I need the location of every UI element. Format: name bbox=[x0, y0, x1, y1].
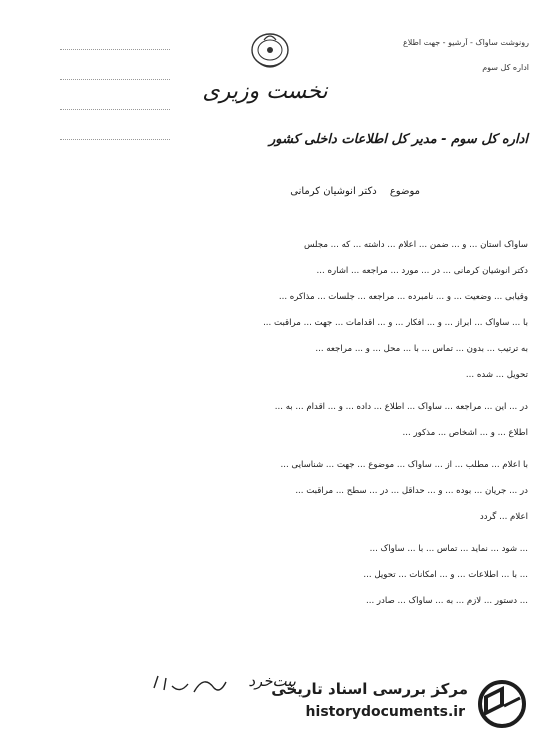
letter-body bbox=[18, 232, 528, 614]
routing-notes bbox=[339, 38, 529, 120]
letterhead-title: نخست وزیری bbox=[202, 79, 328, 104]
body-line: ... با ... اطلاعات ... و ... امکانات ... تحویل ... bbox=[363, 570, 528, 580]
reference-field bbox=[60, 70, 170, 80]
body-line: اطلاع ... و ... اشخاص ... مذکور ... bbox=[402, 428, 528, 438]
subject-value: دکتر انوشیان کرمانی bbox=[290, 186, 377, 197]
subject-line bbox=[200, 186, 420, 197]
reference-field bbox=[60, 100, 170, 110]
body-line: اعلام ... گردد bbox=[479, 512, 528, 522]
body-line: ... دستور ... لازم ... به ... ساواک ... صادر ... bbox=[365, 596, 528, 606]
body-line: تحویل ... شده ... bbox=[465, 370, 528, 380]
signature: بیت‌خرد bbox=[248, 672, 296, 690]
reference-field bbox=[60, 40, 170, 50]
body-line: در ... این ... مراجعه ... ساواک ... اطلاع ... داده ... و ... اقدام ... به ... bbox=[274, 402, 528, 412]
archive-logo-icon bbox=[470, 678, 530, 730]
body-line: با اعلام ... مطلب ... از ... ساواک ... موضوع ... جهت ... شناسایی ... bbox=[280, 460, 528, 470]
body-line: به ترتیب ... بدون ... تماس ... با ... محل ... و ... مراجعه ... bbox=[315, 344, 528, 354]
subject-label: موضوع bbox=[389, 186, 420, 197]
routing-note: اداره کل سوم bbox=[482, 63, 529, 72]
body-line: ساواک استان ... و ... ضمن ... اعلام ... داشته ... که ... مجلس bbox=[303, 240, 528, 250]
signature-mark-icon bbox=[150, 668, 230, 698]
routing-note: رونوشت ساواک - آرشیو - جهت اطلاع bbox=[402, 38, 529, 47]
body-line: ... شود ... نماید ... تماس ... با ... ساواک ... bbox=[369, 544, 528, 554]
watermark-url[interactable]: historydocuments.ir bbox=[305, 704, 465, 720]
watermark-title: مرکز بررسی اسناد تاریخی bbox=[271, 680, 468, 698]
body-line: در ... جریان ... بوده ... و ... حداقل ... در ... سطح ... مراقبت ... bbox=[295, 486, 528, 496]
reference-fields bbox=[60, 40, 170, 160]
body-line: با ... ساواک ... ابراز ... و ... افکار ... و ... اقدامات ... جهت ... مراقبت ... bbox=[263, 318, 528, 328]
body-line: دکتر انوشیان کرمانی ... در ... مورد ... مراجعه ... اشاره ... bbox=[316, 266, 528, 276]
reference-field bbox=[60, 130, 170, 140]
recipient-line: اداره کل سوم - مدیر کل اطلاعات داخلی کشور bbox=[268, 132, 528, 147]
body-line: وقیابی ... وضعیت ... و ... نامبرده ... مراجعه ... جلسات ... مذاکره ... bbox=[278, 292, 528, 302]
emblem-icon bbox=[244, 28, 296, 72]
